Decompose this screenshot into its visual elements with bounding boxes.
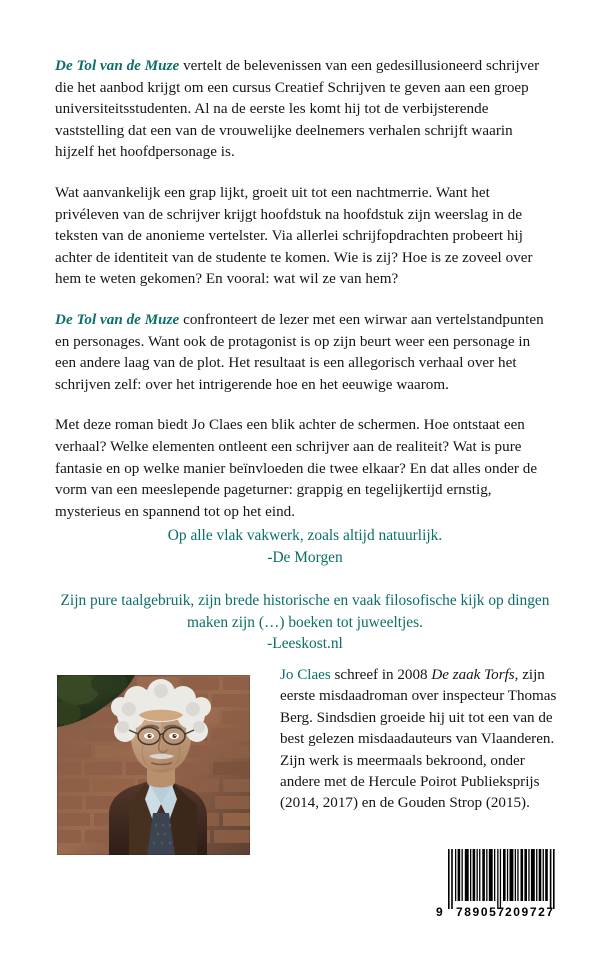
author-bio-block [280, 665, 557, 815]
blurb-paragraph-3-rest: confronteert de lezer met een wirwar aan vertelstandpunten en personages. Want ook de protagonist is op zijn beurt weer een personage in een andere laag van de plot. Het resultaat is een allegorisch verhaal over het schrijven zelf: over het intrigerende hoe en het eeuwige waarom. [55, 311, 544, 393]
author-bio-segment-1: schreef in 2008 [330, 667, 432, 683]
press-quote-text: Zijn pure taalgebruik, zijn brede historische en vaak filosofische kijk op dingen maken zijn (…) boeken tot juweeltjes. [60, 592, 550, 631]
blurb-text-block [55, 56, 555, 523]
author-previous-work-title: De zaak Torfs [431, 667, 515, 683]
barcode-prefix-digit: 9 [436, 905, 443, 918]
press-quotes-block [45, 525, 565, 655]
barcode-group-1: 789057 [456, 905, 506, 918]
barcode-group-2: 209727 [505, 905, 555, 918]
isbn-barcode [435, 846, 565, 918]
press-quote-text: Op alle vlak vakwerk, zoals altijd natuurlijk. [167, 527, 443, 544]
blurb-paragraph-1 [55, 56, 555, 164]
press-quote-source: -De Morgen [267, 548, 343, 566]
press-quote-source: -Leeskost.nl [267, 635, 343, 652]
blurb-paragraph-3 [55, 310, 555, 396]
blurb-paragraph-1-rest: vertelt de belevenissen van een gedesillusioneerd schrijver die het aanbod krijgt om een cursus Creatief Schrijven te geven aan een groep universiteitsstudenten. Al na de eerste les komt hij tot de verbijsterende vaststelling dat een van de vrouwelijke deelnemers verhalen schrijft waarin hijzelf het hoofdpersonage is. [55, 58, 540, 161]
blurb-paragraph-2 [55, 183, 555, 291]
author-name: Jo Claes [280, 667, 331, 683]
author-portrait-photo [57, 675, 250, 855]
press-quote [45, 590, 565, 655]
blurb-paragraph-4-rest: Met deze roman biedt Jo Claes een blik achter de schermen. Hoe ontstaat een verhaal? Welke elementen ontleent een schrijver aan de realiteit? Wat is pure fantasie en op welke manier beïnvloeden die twee elkaar? En dat alles onder de vorm van een meeslepende pageturner: grappig en tegelijkertijd ernstig, mysterieus en spannend tot op het eind. [55, 417, 538, 520]
blurb-paragraph-4 [55, 415, 555, 523]
author-bio-segment-2: , zijn eerste misdaadroman over inspecteur Thomas Berg. Sindsdien groeide hij uit tot een van de best gelezen misdaadauteurs van Vlaanderen. Zijn werk is meermaals bekroond, onder andere met de Hercule Poirot Publieksprijs (2014, 2017) en de Gouden Strop (2015). [280, 667, 557, 812]
book-title-emphasis: De Tol van de Muze [55, 311, 180, 328]
press-quote [45, 525, 565, 568]
author-bio-text [280, 665, 557, 815]
blurb-paragraph-2-rest: Wat aanvankelijk een grap lijkt, groeit uit tot een nachtmerrie. Want het privéleven van de schrijver krijgt hoofdstuk na hoofdstuk zijn weerslag in de teksten van de anonieme vertelster. Via allerlei schrijfopdrachten probeert hij achter de identiteit van de studente te komen. Wie is zij? Hoe is ze zoveel over hem te weten gekomen? En vooral: wat wil ze van hem? [55, 184, 533, 288]
book-title-emphasis: De Tol van de Muze [55, 58, 180, 74]
